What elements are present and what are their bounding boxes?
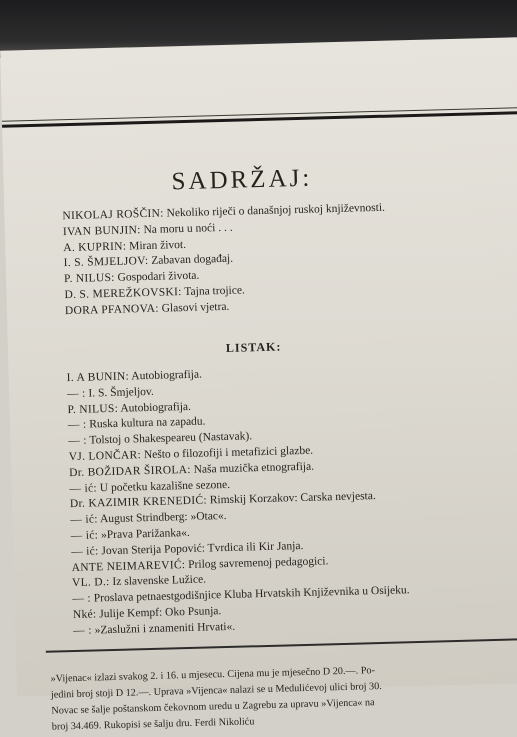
- entry-author: I. A BUNIN:: [66, 370, 130, 385]
- footer-line: jedini broj stoji D 12.—. Uprava »Vijenca« nalazi se u Medulićevoj ulici broj 30.: [50, 680, 382, 701]
- entry-title: Jovan Sterija Popović: Tvrdica ili Kir Janja.: [101, 539, 304, 558]
- entry-author: — :: [67, 419, 87, 432]
- footer-line: broj 34.469. Rukopisi se šalju dru. Ferdi Nikoliću: [51, 716, 255, 733]
- entry-author: IVAN BUNJIN:: [62, 223, 141, 238]
- entry-title: Nešto o filozofiji i metafizici glazbe.: [143, 444, 314, 462]
- entry-title: Nekoliko riječi o današnjoj ruskoj književnosti.: [166, 201, 386, 220]
- footer-line: Novac se šalje poštanskom čekovnom uredu u Zagrebu za upravu »Vijenca« na: [51, 697, 375, 717]
- entry-title: Gospodari života.: [117, 269, 200, 284]
- entry-author: P. NILUS:: [67, 402, 119, 416]
- entry-author: D. S. MEREŽKOVSKI:: [64, 286, 182, 302]
- entry-author: P. NILUS:: [63, 272, 115, 286]
- entry-title: Iz slavenske Lužice.: [112, 573, 207, 589]
- entry-title: Miran život.: [129, 238, 187, 253]
- entry-author: Dr. BOŽIDAR ŠIROLA:: [69, 463, 191, 479]
- entry-title: Autobiografija.: [120, 400, 192, 415]
- entry-author: — :: [72, 592, 92, 606]
- entry-title: Na moru u noći . . .: [143, 221, 233, 236]
- entry-title: Autobiografija.: [131, 368, 203, 383]
- entry-author: — :: [68, 434, 87, 448]
- page-sheet: [0, 37, 517, 733]
- entry-author: Dr. KAZIMIR KRENEDIĆ:: [69, 494, 208, 511]
- entry-author: A. KUPRIN:: [63, 240, 127, 254]
- entry-title: U početku kazališne sezone.: [99, 478, 231, 494]
- entry-title: Glasovi vjetra.: [161, 300, 230, 315]
- footer-rule: [46, 638, 517, 653]
- entry-author: Nké:: [72, 608, 97, 622]
- entry-author: ANTE NEIMAREVIĆ:: [71, 558, 186, 574]
- entry-author: VL. D.:: [71, 576, 110, 590]
- entry-author: — ić:: [71, 545, 99, 558]
- entry-title: Rimskij Korzakov: Carska nevjesta.: [209, 490, 376, 507]
- entry-author: — ić:: [70, 529, 99, 543]
- entry-title: Naša muzička etnografija.: [193, 460, 315, 476]
- entry-author: — ić:: [70, 513, 98, 527]
- entry-title: Prilog savremenoj pedagogici.: [188, 554, 329, 571]
- entry-title: »Prava Parižanka«.: [100, 526, 190, 542]
- entry-title: August Strindberg: »Otac«.: [99, 510, 227, 526]
- listak-list: [66, 362, 410, 639]
- entry-title: Tajna trojice.: [184, 284, 245, 299]
- listak-heading: LISTAK:: [225, 339, 282, 355]
- entry-title: Ruska kultura na zapadu.: [89, 415, 206, 431]
- entry-author: I. S. ŠMJELJOV:: [63, 255, 149, 270]
- entry-title: Proslava petnaestgodišnjice Kluba Hrvatskih Književnika u Osijeku.: [93, 584, 410, 605]
- footer-note: [50, 659, 517, 735]
- page-title: SADRŽAJ:: [171, 164, 313, 196]
- entry-title: »Zaslužni i znameniti Hrvati«.: [94, 620, 236, 637]
- entry-author: — :: [73, 624, 92, 637]
- entry-title: Tolstoj o Shakespeareu (Nastavak).: [89, 430, 253, 447]
- entry-author: VJ. LONČAR:: [68, 449, 142, 464]
- contents-list: [62, 201, 387, 320]
- entry-title: I. S. Šmjeljov.: [88, 385, 154, 400]
- entry-title: Zabavan događaj.: [151, 253, 234, 268]
- entry-author: NIKOLAJ ROŠČIN:: [62, 207, 164, 223]
- footer-line: »Vijenac« izlazi svakog 2. i 16. u mjesecu. Cijena mu je mjesečno D 20.—. Po-: [50, 665, 376, 685]
- entry-title: Julije Kempf: Oko Psunja.: [99, 605, 222, 621]
- entry-author: — :: [66, 387, 86, 400]
- entry-author: — ić:: [69, 481, 98, 495]
- entry-author: DORA PFANOVA:: [64, 302, 159, 317]
